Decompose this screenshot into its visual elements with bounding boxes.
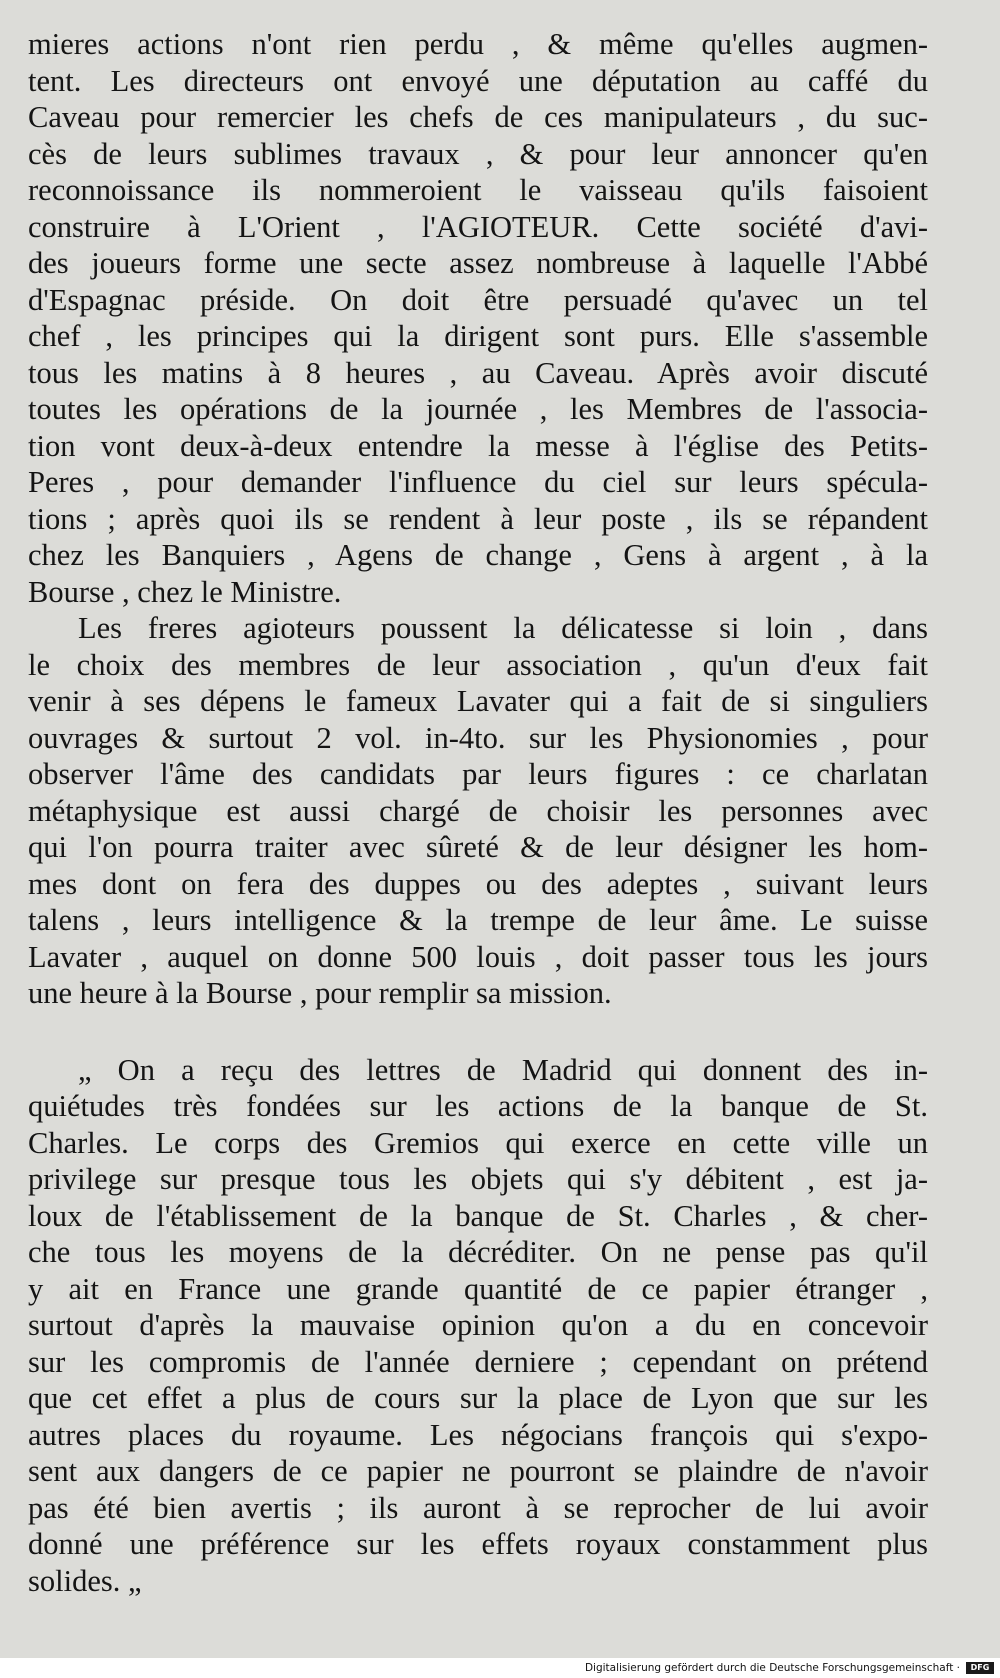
text-line: pas été bien avertis ; ils auront à se reprocher de lui avoir: [28, 1490, 928, 1525]
text-line: solides. „: [28, 1563, 142, 1598]
text-line: „ On a reçu des lettres de Madrid qui donnent des in-: [78, 1052, 928, 1087]
text-line: que cet effet a plus de cours sur la place de Lyon que sur les: [28, 1381, 928, 1415]
paragraph-3: [28, 1052, 928, 1600]
text-line: tion vont deux-à-deux entendre la messe à l'église des Petits-: [28, 428, 928, 463]
text-line: Caveau pour remercier les chefs de ces manipulateurs , du suc-: [28, 100, 928, 134]
text-line: sur les compromis de l'année derniere ; cependant on prétend: [28, 1344, 928, 1379]
text-line: quiétudes très fondées sur les actions de la banque de St.: [28, 1089, 928, 1123]
text-line: donné une préférence sur les effets royaux constamment plus: [28, 1527, 928, 1561]
text-line: tions ; après quoi ils se rendent à leur poste , ils se répandent: [28, 501, 928, 536]
text-line: construire à L'Orient , l'AGIOTEUR. Cette société d'avi-: [28, 209, 928, 244]
text-line: privilege sur presque tous les objets qui s'y débitent , est ja-: [28, 1162, 928, 1196]
text-line: autres places du royaume. Les négocians françois qui s'expo-: [28, 1417, 928, 1452]
digitization-footer: [0, 1658, 1000, 1678]
text-line: Peres , pour demander l'influence du ciel sur leurs spécula-: [28, 465, 928, 499]
text-line: des joueurs forme une secte assez nombreuse à laquelle l'Abbé: [28, 246, 928, 280]
text-line: cès de leurs sublimes travaux , & pour leur annoncer qu'en: [28, 136, 928, 171]
text-line: reconnoissance ils nommeroient le vaisseau qu'ils faisoient: [28, 173, 928, 207]
text-line: mieres actions n'ont rien perdu , & même qu'elles augmen-: [28, 27, 928, 61]
text-line: le choix des membres de leur association , qu'un d'eux fait: [28, 647, 928, 682]
page-text: [28, 26, 928, 1599]
text-line: Bourse , chez le Ministre.: [28, 574, 342, 609]
text-line: ouvrages & surtout 2 vol. in-4to. sur les Physionomies , pour: [28, 720, 928, 755]
text-line: sent aux dangers de ce papier ne pourront se plaindre de n'avoir: [28, 1454, 928, 1488]
text-line: une heure à la Bourse , pour remplir sa mission.: [28, 976, 612, 1010]
text-line: chez les Banquiers , Agens de change , Gens à argent , à la: [28, 538, 928, 572]
text-line: qui l'on pourra traiter avec sûreté & de leur désigner les hom-: [28, 830, 928, 864]
text-line: che tous les moyens de la décréditer. On ne pense pas qu'il: [28, 1235, 928, 1269]
text-line: loux de l'établissement de la banque de St. Charles , & cher-: [28, 1198, 928, 1233]
text-line: tous les matins à 8 heures , au Caveau. Après avoir discuté: [28, 355, 928, 390]
text-line: d'Espagnac préside. On doit être persuadé qu'avec un tel: [28, 282, 928, 317]
paragraph-gap: [28, 1012, 928, 1052]
text-line: Charles. Le corps des Gremios qui exerce en cette ville un: [28, 1125, 928, 1160]
text-line: venir à ses dépens le fameux Lavater qui a fait de si singuliers: [28, 684, 928, 718]
dfg-logo: DFG: [966, 1662, 994, 1674]
funding-caption: Digitalisierung gefördert durch die Deutsche Forschungsgemeinschaft ·: [584, 1662, 960, 1674]
text-line: toutes les opérations de la journée , les Membres de l'associa-: [28, 392, 928, 426]
text-line: chef , les principes qui la dirigent sont purs. Elle s'assemble: [28, 319, 928, 353]
text-line: Lavater , auquel on donne 500 louis , doit passer tous les jours: [28, 939, 928, 974]
paragraph-2: [28, 610, 928, 1012]
text-line: y ait en France une grande quantité de ce papier étranger ,: [28, 1271, 928, 1306]
paragraph-1: [28, 26, 928, 610]
text-line: mes dont on fera des duppes ou des adeptes , suivant leurs: [28, 866, 928, 901]
text-line: talens , leurs intelligence & la trempe de leur âme. Le suisse: [28, 903, 928, 937]
text-line: métaphysique est aussi chargé de choisir les personnes avec: [28, 793, 928, 828]
text-line: observer l'âme des candidats par leurs figures : ce charlatan: [28, 757, 928, 791]
text-line: Les freres agioteurs poussent la délicatesse si loin , dans: [78, 611, 928, 645]
text-line: surtout d'après la mauvaise opinion qu'on a du en concevoir: [28, 1308, 928, 1342]
text-line: tent. Les directeurs ont envoyé une députation au caffé du: [28, 63, 928, 98]
